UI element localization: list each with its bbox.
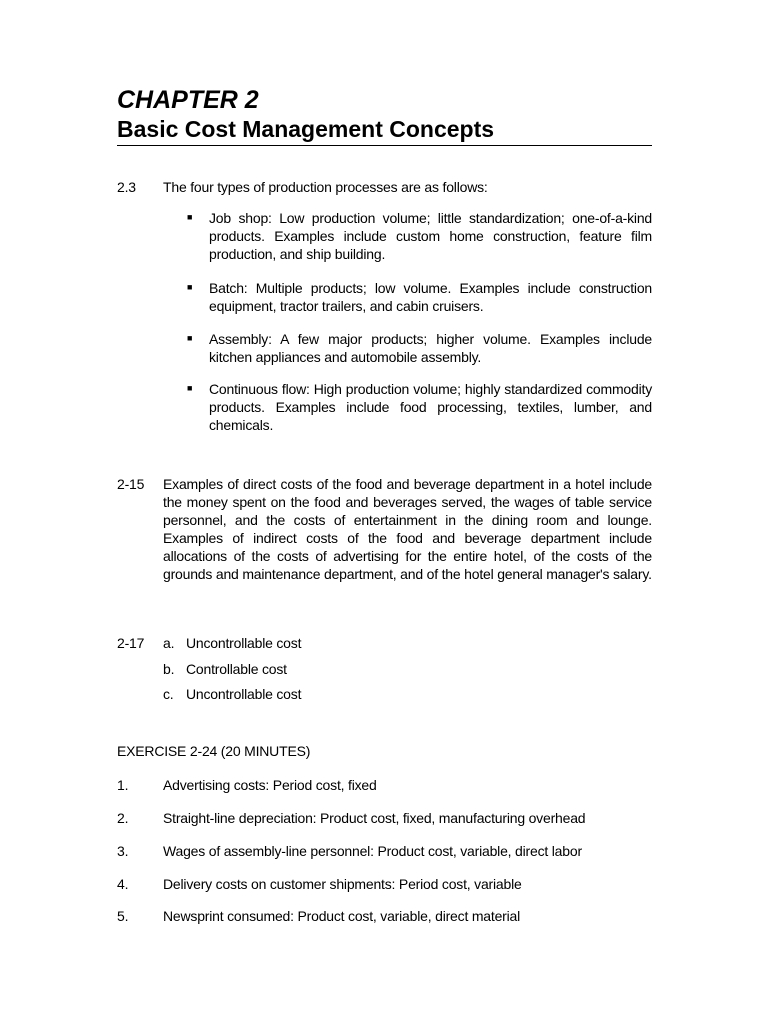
question-number-2-15: 2-15: [117, 476, 145, 492]
exercise-item-number: 2.: [117, 810, 129, 826]
answer-text: Uncontrollable cost: [186, 635, 302, 651]
exercise-item-text: Advertising costs: Period cost, fixed: [163, 777, 377, 793]
chapter-title: Basic Cost Management Concepts: [117, 116, 495, 142]
exercise-item-number: 4.: [117, 876, 129, 892]
bullet-batch: Batch: Multiple products; low volume. Examples include construction equipment, tractor trailers, and cabin cruisers.: [209, 280, 652, 314]
bullet-continuous-flow: Continuous flow: High production volume; highly standardized commodity products. Examples include food processing, textiles, lumber, and chemicals.: [209, 381, 652, 433]
answer-text: Controllable cost: [186, 661, 287, 677]
exercise-item-text: Wages of assembly-line personnel: Product cost, variable, direct labor: [163, 843, 582, 859]
question-number-2-17: 2-17: [117, 635, 145, 651]
bullet-marker: ■: [187, 212, 193, 222]
title-rule: [117, 145, 652, 146]
chapter-label: CHAPTER 2: [117, 86, 259, 114]
exercise-heading: EXERCISE 2-24 (20 MINUTES): [117, 743, 311, 759]
answer-letter: a.: [163, 635, 175, 651]
exercise-item-text: Straight-line depreciation: Product cost, fixed, manufacturing overhead: [163, 810, 586, 826]
exercise-item-number: 1.: [117, 777, 129, 793]
bullet-marker: ■: [187, 282, 193, 292]
bullet-assembly: Assembly: A few major products; higher volume. Examples include kitchen appliances and automobile assembly.: [209, 331, 652, 365]
question-number-2-3: 2.3: [117, 179, 136, 195]
answer-letter: b.: [163, 661, 175, 677]
answer-letter: c.: [163, 686, 174, 702]
question-2-15-text: Examples of direct costs of the food and beverage department in a hotel include the money spent on the food and beverages served, the wages of table service personnel, and the costs of entertainment in the dining room and lounge. Examples of indirect costs of the food and beverage department include allocations of the costs of advertising for the entire hotel, of the costs of the grounds and maintenance department, and of the hotel general manager's salary.: [163, 476, 652, 582]
bullet-marker: ■: [187, 333, 193, 343]
bullet-job-shop: Job shop: Low production volume; little standardization; one-of-a-kind products. Examples include custom home construction, feature film production, and ship building.: [209, 210, 652, 262]
exercise-item-text: Delivery costs on customer shipments: Period cost, variable: [163, 876, 522, 892]
bullet-marker: ■: [187, 383, 193, 393]
exercise-item-number: 3.: [117, 843, 129, 859]
exercise-item-number: 5.: [117, 908, 129, 924]
question-2-3-intro: The four types of production processes are as follows:: [163, 179, 488, 195]
exercise-item-text: Newsprint consumed: Product cost, variable, direct material: [163, 908, 521, 924]
answer-text: Uncontrollable cost: [186, 686, 302, 702]
